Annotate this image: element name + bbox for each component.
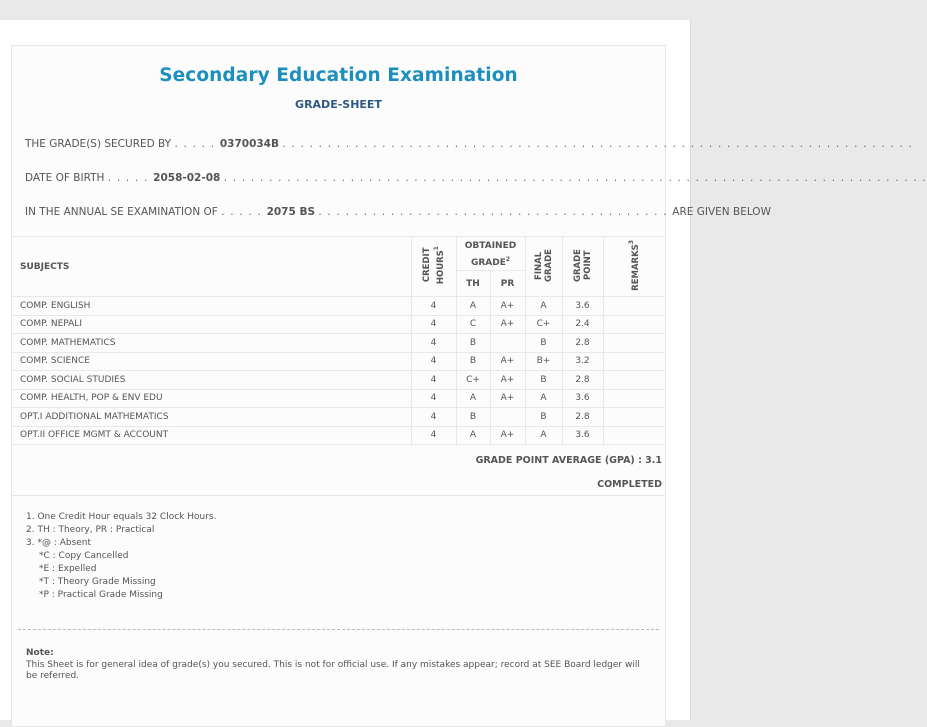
gp-cell: 2.8 [562,371,603,390]
pr-cell: A+ [490,315,525,334]
th-cell: B [456,352,490,371]
remarks-cell [603,408,665,427]
final-grade-header: FINAL GRADE [525,237,562,297]
pr-cell: A+ [490,297,525,316]
remarks-cell [603,297,665,316]
th-cell: C [456,315,490,334]
pr-cell: A+ [490,352,525,371]
final-cell: B [525,408,562,427]
gp-cell: 2.8 [562,408,603,427]
page-frame [0,20,927,720]
th-cell: A [456,297,490,316]
final-cell: B [525,334,562,353]
final-cell: A [525,297,562,316]
gp-cell: 3.6 [562,389,603,408]
subject-cell: OPT.II OFFICE MGMT & ACCOUNT [12,426,411,445]
credit-cell: 4 [411,315,456,334]
pr-cell [490,334,525,353]
gp-cell: 3.6 [562,426,603,445]
subject-cell: COMP. SCIENCE [12,352,411,371]
table-row [12,352,665,371]
footnote-3: 3. *@ : Absent [26,538,92,548]
credit-hours-header: CREDIT HOURS$^1$ [411,237,456,297]
gp-cell: 2.4 [562,315,603,334]
exam-year: 2075 BS [266,206,316,218]
table-row [12,297,665,316]
footnote-2: 2. TH : Theory, PR : Practical [26,525,155,535]
dob-line: DATE OF BIRTH . . . . . 2058-02-08 . . . . . . . . . . . . . . . . . . . . . . . . . . . . . . . . . . . . . . . . . . . . . . . . . . . . . . . . . . . . . . . . . . . . . . . . . . . . . . [25,172,927,184]
credit-cell: 4 [411,297,456,316]
obtained-grade-header: OBTAINED GRADE$^2$ [456,237,525,271]
credit-cell: 4 [411,334,456,353]
credit-cell: 4 [411,389,456,408]
footnotes [26,511,216,602]
subject-cell: COMP. HEALTH, POP & ENV EDU [12,389,411,408]
divider [12,495,665,496]
remarks-header: REMARKS$^3$ [603,237,665,297]
pr-cell [490,408,525,427]
gp-cell: 3.6 [562,297,603,316]
footnote-3t: *T : Theory Grade Missing [39,577,156,587]
subject-cell: COMP. ENGLISH [12,297,411,316]
gpa-text: GRADE POINT AVERAGE (GPA) : 3.1 [475,455,662,466]
subject-cell: OPT.I ADDITIONAL MATHEMATICS [12,408,411,427]
dashed-divider [18,629,659,630]
final-cell: B+ [525,352,562,371]
credit-cell: 4 [411,352,456,371]
date-of-birth: 2058-02-08 [153,172,221,184]
gp-cell: 2.8 [562,334,603,353]
remarks-cell [603,389,665,408]
subjects-header: SUBJECTS [12,237,411,297]
th-cell: A [456,426,490,445]
page-subtitle: GRADE-SHEET [295,98,382,111]
grades-table [12,236,665,445]
credit-cell: 4 [411,371,456,390]
table-row [12,315,665,334]
table-row [12,426,665,445]
gp-cell: 3.2 [562,352,603,371]
th-cell: B [456,334,490,353]
table-row [12,371,665,390]
subject-cell: COMP. SOCIAL STUDIES [12,371,411,390]
note-text: This Sheet is for general idea of grade(s) you secured. This is not for official use. If any mistakes appear; record at SEE Board ledger will be referred. [26,660,640,681]
final-cell: A [525,389,562,408]
footnote-3p: *P : Practical Grade Missing [39,590,163,600]
note-label: Note: [26,648,54,658]
remarks-cell [603,334,665,353]
th-cell: B [456,408,490,427]
footnote-3c: *C : Copy Cancelled [39,551,129,561]
table-row [12,408,665,427]
final-cell: C+ [525,315,562,334]
credit-cell: 4 [411,426,456,445]
grade-point-header: GRADE POINT [562,237,603,297]
footnote-3e: *E : Expelled [39,564,97,574]
remarks-cell [603,426,665,445]
th-cell: C+ [456,371,490,390]
th-cell: A [456,389,490,408]
pr-cell: A+ [490,389,525,408]
footnote-1: 1. One Credit Hour equals 32 Clock Hours. [26,512,217,522]
exam-line: IN THE ANNUAL SE EXAMINATION OF . . . . . 2075 BS . . . . . . . . . . . . . . . . . . . . . . . . . . . . . . . . . . . . . . . ARE GIVEN BELOW [25,206,771,218]
table-row [12,389,665,408]
pr-cell: A+ [490,426,525,445]
final-cell: B [525,371,562,390]
grade-sheet [11,45,927,727]
status-text: COMPLETED [597,479,662,490]
th-header: TH [456,271,490,297]
secured-by-line: THE GRADE(S) SECURED BY . . . . . 0370034B . . . . . . . . . . . . . . . . . . . . . . . . . . . . . . . . . . . . . . . . . . . . . . . . . . . . . . . . . . . . . . . . . . . . . . [25,138,914,150]
table-row [12,334,665,353]
remarks-cell [603,371,665,390]
symbol-number: 0370034B [219,138,279,150]
pr-header: PR [490,271,525,297]
remarks-cell [603,352,665,371]
page-title: Secondary Education Examination [159,65,518,86]
remarks-cell [603,315,665,334]
credit-cell: 4 [411,408,456,427]
subject-cell: COMP. MATHEMATICS [12,334,411,353]
final-cell: A [525,426,562,445]
subject-cell: COMP. NEPALI [12,315,411,334]
pr-cell: A+ [490,371,525,390]
